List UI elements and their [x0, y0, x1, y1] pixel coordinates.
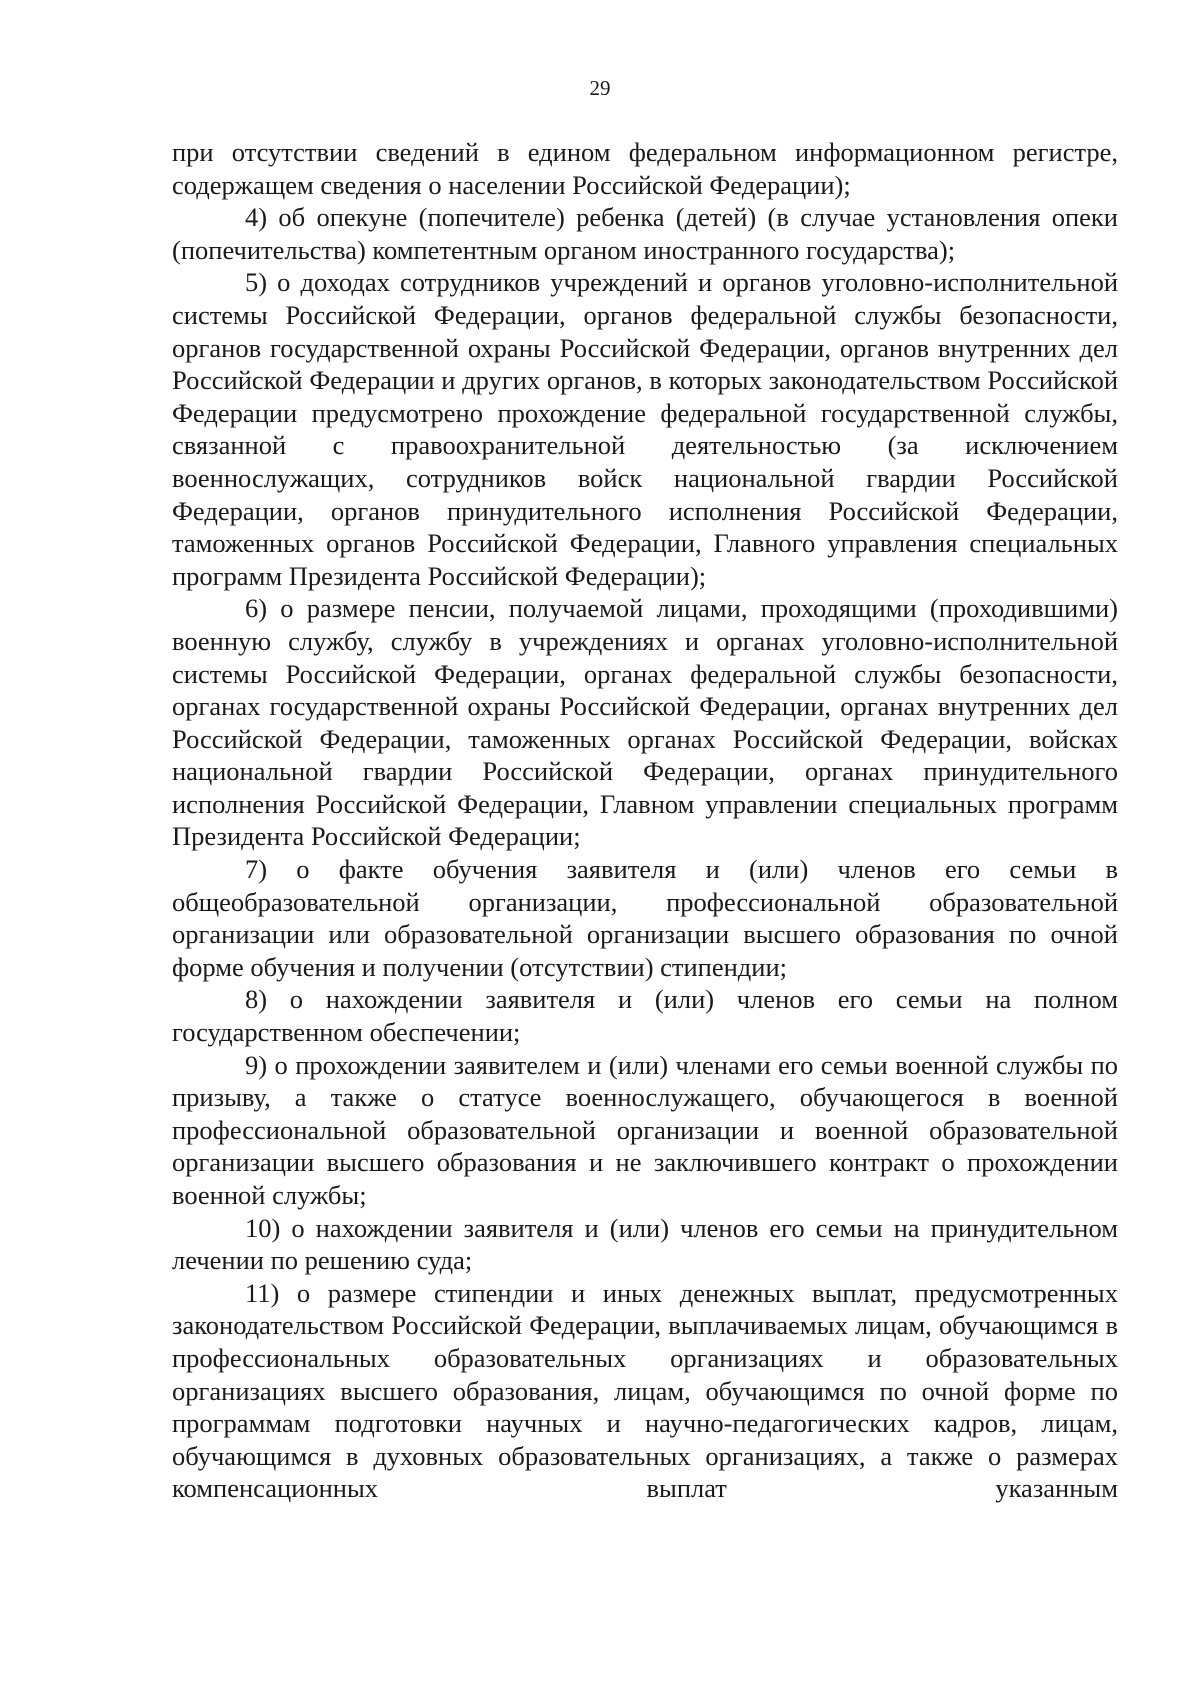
document-body [172, 136, 1118, 1505]
paragraph-item-5: 5) о доходах сотрудников учреждений и органов уголовно-исполнительной системы Российской Федерации, органов федеральной службы безопасности, органов государственной охраны Российской Федерации, органов внутренних дел Российской Федерации и других органов, в которых законодательством Российской Федерации предусмотрено прохождение федеральной государственной службы, связанной с правоохранительной деятельностью (за исключением военнослужащих, сотрудников войск национальной гвардии Российской Федерации, органов принудительного исполнения Российской Федерации, таможенных органов Российской Федерации, Главного управления специальных программ Президента Российской Федерации); [172, 267, 1118, 591]
paragraph-item-7: 7) о факте обучения заявителя и (или) членов его семьи в общеобразовательной организации, профессиональной образовательной организации или образовательной организации высшего образования по очной форме обучения и получении (отсутствии) стипендии; [172, 854, 1118, 982]
paragraph-continuation: при отсутствии сведений в едином федеральном информационном регистре, содержащем сведения о населении Российской Федерации); [172, 137, 1118, 200]
page-number: 29 [589, 76, 611, 100]
paragraph-item-9: 9) о прохождении заявителем и (или) членами его семьи военной службы по призыву, а также о статусе военнослужащего, обучающегося в военной профессиональной образовательной организации и военной образовательной организации высшего образования и не заключившего контракт о прохождении военной службы; [172, 1049, 1118, 1210]
paragraph-item-4: 4) об опекуне (попечителе) ребенка (детей) (в случае установления опеки (попечительства) компетентным органом иностранного государства); [172, 202, 1118, 265]
paragraph-item-10: 10) о нахождении заявителя и (или) членов его семьи на принудительном лечении по решению суда; [172, 1212, 1118, 1276]
paragraph-item-11: 11) о размере стипендии и иных денежных выплат, предусмотренных законодательством Российской Федерации, выплачиваемых лицам, обучающимся в профессиональных образовательных организациях и образовательных организациях высшего образования, лицам, обучающимся по очной форме по программам подготовки научных и научно-педагогических кадров, лицам, обучающимся в духовных образовательных организациях, а также о размерах компенсационных выплат указанным [172, 1277, 1118, 1504]
paragraph-item-8: 8) о нахождении заявителя и (или) членов его семьи на полном государственном обеспечении; [172, 984, 1118, 1048]
paragraph-item-6: 6) о размере пенсии, получаемой лицами, проходящими (проходившими) военную службу, службу в учреждениях и органах уголовно-исполнительной системы Российской Федерации, органах федеральной службы безопасности, органах государственной охраны Российской Федерации, органах внутренних дел Российской Федерации, таможенных органах Российской Федерации, войсках национальной гвардии Российской Федерации, органах принудительного исполнения Российской Федерации, Главном управлении специальных программ Президента Российской Федерации; [172, 593, 1118, 852]
